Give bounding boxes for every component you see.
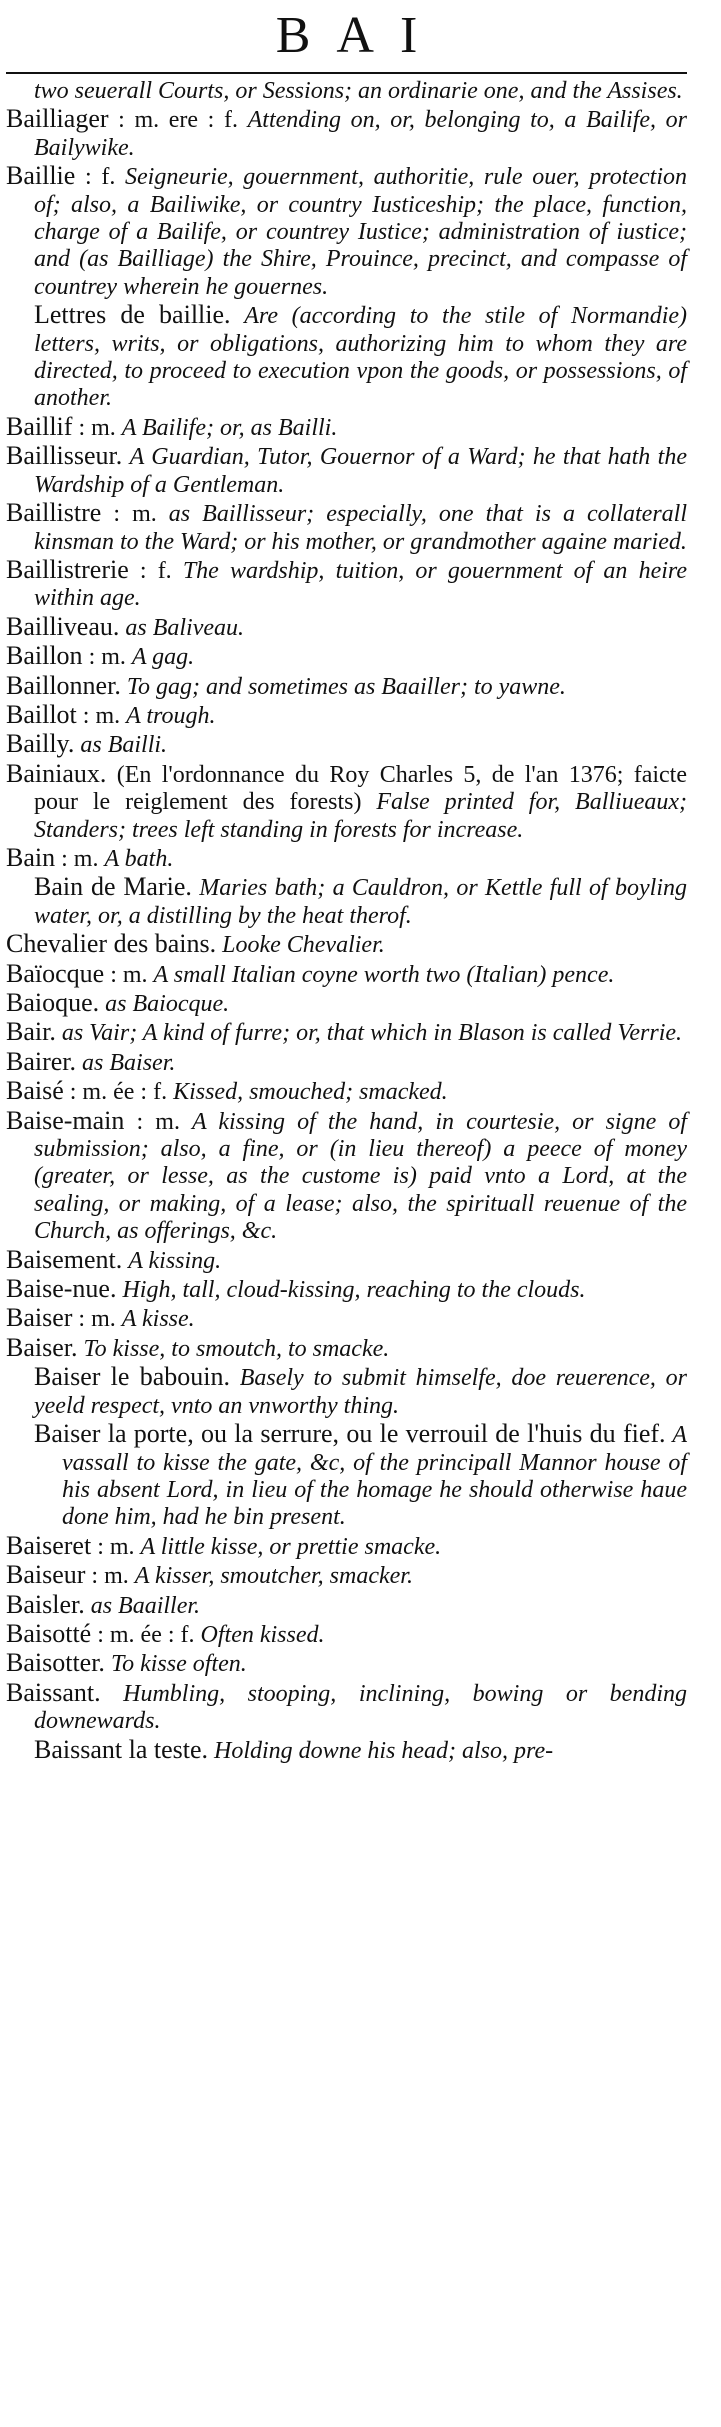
entry-headword: Baillonner.	[6, 670, 121, 700]
entry-headword: Baillie	[6, 161, 76, 191]
entry-definition: Are (according to the stile of Normandie) letters, writs, or obligations, authorizing him to whom they are directed, to proceed to execution vpon the goods, or possessions, of another.	[34, 303, 688, 412]
entry-grammar: (En l'ordonnance du Roy Charles 5, de l'an 1376; faicte pour le reiglement des forests)	[34, 761, 688, 816]
entry-grammar: : m.	[91, 1563, 129, 1590]
entry-definition: False printed for, Balliueaux; Standers; trees left standing in forests for increase.	[34, 789, 687, 843]
entry-headword: Bain	[6, 842, 56, 872]
entry-definition: as Baliveau.	[125, 614, 244, 641]
entry-definition: Attending on, or, belonging to, a Bailife, or Bailywike.	[34, 107, 688, 161]
dictionary-entry	[6, 1077, 687, 1106]
entry-definition: A kissing of the hand, in courtesie, or signe of submission; also, a fine, or (in lieu thereof) a peece of money (greater, or lesse, as the custome is) paid vnto a Lord, at the sealing, or making, of a lease; also, the spirituall reuenue of the Church, as offerings, &c.	[34, 1108, 687, 1245]
entry-headword: Lettres de baillie.	[34, 300, 231, 330]
entry-grammar: : m.	[78, 1306, 116, 1333]
dictionary-entry	[6, 1679, 687, 1736]
entry-headword: Chevalier des bains.	[6, 929, 217, 959]
entry-headword: Baisler.	[6, 1589, 85, 1619]
dictionary-entry	[6, 1334, 687, 1363]
entry-headword: Bair.	[6, 1017, 56, 1047]
dictionary-entry	[6, 701, 687, 730]
entry-definition: as Baiocque.	[105, 991, 230, 1017]
entry-grammar: : m.	[136, 1108, 180, 1135]
entry-grammar: : f.	[139, 557, 172, 584]
dictionary-entry	[6, 1107, 687, 1246]
entry-headword: Baillisseur.	[6, 441, 123, 471]
entry-definition: The wardship, tuition, or gouernment of an heire within age.	[34, 557, 687, 612]
entry-headword: Baioque.	[6, 988, 100, 1017]
entry-definition: To kisse, to smoutch, to smacke.	[83, 1335, 390, 1362]
dictionary-entry	[6, 642, 687, 671]
entry-grammar: : m.	[88, 644, 126, 671]
dictionary-entry	[6, 556, 687, 613]
dictionary-entry	[6, 1649, 687, 1678]
entry-headword: Baisotter.	[6, 1648, 105, 1678]
entry-definition: A bath.	[104, 845, 174, 872]
entry-definition: as Bailli.	[80, 732, 168, 759]
dictionary-entry	[6, 1561, 687, 1590]
entry-grammar: : f.	[85, 164, 116, 191]
entry-definition: as Baiser.	[82, 1049, 176, 1076]
entry-headword: Baiser le babouin.	[34, 1362, 230, 1392]
dictionary-entry	[6, 1591, 687, 1620]
entry-headword: Baillistrerie	[6, 554, 129, 584]
dictionary-entry	[6, 1048, 687, 1077]
dictionary-entry	[6, 844, 687, 873]
entry-definition: Often kissed.	[200, 1621, 325, 1648]
dictionary-entry	[6, 1304, 687, 1333]
entry-headword: Baisé	[6, 1076, 64, 1106]
entry-headword: Baillon	[6, 641, 83, 671]
entry-headword: Baiser la porte, ou la serrure, ou le verrouil de l'huis du fief.	[34, 1419, 666, 1449]
dictionary-entry	[6, 78, 687, 105]
entry-headword: Bailliveau.	[6, 611, 120, 641]
dictionary-entry	[6, 960, 687, 989]
running-head: BAI	[275, 7, 444, 64]
entry-headword: Baise-main	[6, 1105, 125, 1135]
entry-definition: A gag.	[131, 644, 195, 671]
entry-definition: Holding downe his head; also, pre-	[214, 1737, 554, 1764]
entry-headword: Baise-nue.	[6, 1274, 117, 1304]
dictionary-entry	[6, 499, 687, 556]
entry-headword: Bain de Marie.	[34, 872, 192, 902]
dictionary-entry	[6, 672, 687, 701]
dictionary-entry	[6, 1363, 687, 1420]
entry-headword: Baiser.	[6, 1332, 78, 1362]
dictionary-entry	[6, 1736, 687, 1765]
entry-definition: High, tall, cloud-kissing, reaching to the clouds.	[122, 1277, 586, 1304]
entry-headword: Baisement.	[6, 1244, 123, 1274]
dictionary-entry	[6, 413, 687, 442]
entry-definition: To kisse often.	[110, 1651, 247, 1678]
dictionary-entry	[6, 1620, 687, 1649]
entry-definition: A trough.	[126, 702, 216, 729]
entry-headword: Baillif	[6, 411, 73, 441]
entry-definition: Seigneurie, gouernment, authoritie, rule ouer, protection of; also, a Bailiwike, or country Iusticeship; the place, function, charge of a Bailife, or countrey Iustice; administration of iustice; and (as Bailliage) the Shire, Prouince, precinct, and compasse of countrey wherein he gouernes.	[34, 164, 688, 300]
entry-headword: Baiser	[6, 1303, 73, 1333]
entries-list	[6, 78, 687, 1765]
entry-headword: Baissant.	[6, 1677, 101, 1707]
entry-definition: A small Italian coyne worth two (Italian) pence.	[153, 961, 615, 988]
dictionary-entry	[6, 301, 687, 413]
entry-grammar: : m. ée : f.	[97, 1621, 195, 1648]
dictionary-entry	[6, 105, 687, 162]
entry-definition: Looke Chevalier.	[222, 932, 385, 959]
entry-definition: A vassall to kisse the gate, &c, of the principall Mannor house of his absent Lord, in lieu of the homage he should otherwise haue done him, had he bin present.	[62, 1422, 687, 1531]
entry-definition: Maries bath; a Cauldron, or Kettle full of boyling water, or, a distilling by the heat therof.	[34, 875, 688, 929]
dictionary-entry	[6, 1246, 687, 1275]
entry-grammar: : m.	[97, 1533, 135, 1560]
entry-definition: A little kisse, or prettie smacke.	[140, 1533, 442, 1560]
entry-definition: To gag; and sometimes as Baailler; to yawne.	[126, 673, 566, 700]
entry-headword: Bailliager	[6, 104, 109, 134]
header-rule	[6, 72, 687, 74]
dictionary-entry	[6, 730, 687, 759]
entry-headword: Bairer.	[6, 1046, 77, 1076]
dictionary-entry	[6, 873, 687, 930]
entry-grammar: : m.	[113, 501, 157, 528]
entry-headword: Baiseret	[6, 1530, 92, 1560]
dictionary-entry	[6, 1420, 687, 1532]
entry-definition: A kisser, smoutcher, smacker.	[134, 1563, 413, 1590]
entry-headword: Bailly.	[6, 729, 75, 759]
entry-definition: as Baillisseur; especially, one that is a collaterall kinsman to the Ward; or his mother, or grandmother againe maried.	[34, 501, 688, 555]
entry-headword: Baillistre	[6, 498, 102, 528]
entry-definition: Basely to submit himselfe, doe reuerence, or yeeld respect, vnto an vnworthy thing.	[34, 1365, 688, 1419]
entry-definition: as Baailler.	[90, 1592, 201, 1619]
entry-definition: A kisse.	[121, 1306, 195, 1333]
entry-definition: A Guardian, Tutor, Gouernor of a Ward; he that hath the Wardship of a Gentleman.	[34, 444, 687, 498]
entry-grammar: : m.	[110, 961, 148, 988]
dictionary-entry	[6, 760, 687, 844]
entry-headword: Baillot	[6, 699, 77, 729]
entry-grammar: : m.	[78, 414, 116, 441]
entry-headword: Baïocque	[6, 958, 105, 988]
entry-headword: Baissant la teste.	[34, 1734, 209, 1764]
entry-grammar: : m.	[82, 702, 121, 729]
entry-grammar: : m.	[61, 845, 99, 872]
entry-headword: Bainiaux.	[6, 758, 107, 788]
entry-headword: Baisotté	[6, 1618, 92, 1648]
entry-grammar: : m. ere : f.	[118, 107, 238, 134]
entry-definition: as Vair; A kind of furre; or, that which in Blason is called Verrie.	[61, 1020, 683, 1047]
dictionary-entry	[6, 1275, 687, 1304]
entry-grammar: : m. ée : f.	[69, 1079, 168, 1106]
dictionary-entry	[6, 1018, 687, 1047]
entry-definition: Humbling, stooping, inclining, bowing or bending downewards.	[34, 1680, 687, 1735]
dictionary-entry	[6, 989, 687, 1018]
dictionary-entry	[6, 613, 687, 642]
entry-definition: A kissing.	[128, 1247, 222, 1274]
entry-headword: Baiseur	[6, 1560, 86, 1590]
entry-definition: Kissed, smouched; smacked.	[173, 1079, 448, 1106]
dictionary-entry	[6, 930, 687, 959]
dictionary-entry	[6, 1532, 687, 1561]
entry-definition: A Bailife; or, as Bailli.	[121, 414, 338, 441]
dictionary-entry	[6, 162, 687, 301]
dictionary-entry	[6, 442, 687, 499]
entry-definition: two seuerall Courts, or Sessions; an ordinarie one, and the Assises.	[34, 78, 683, 104]
